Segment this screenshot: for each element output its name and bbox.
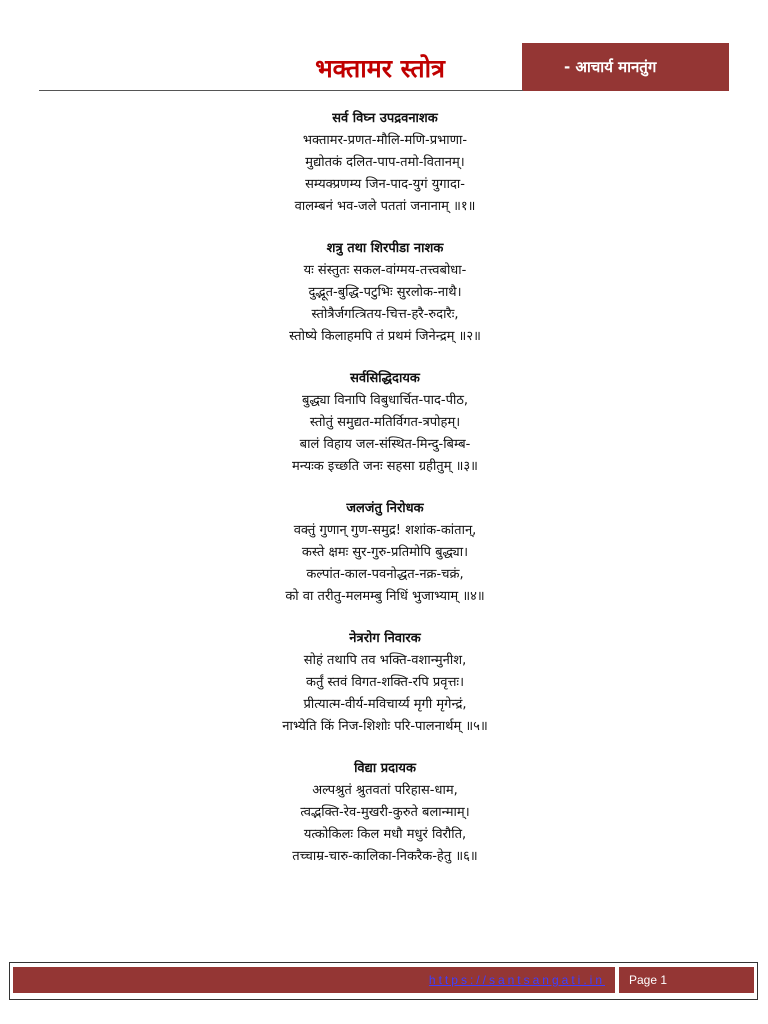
verse-line: त्वद्भक्ति-रेव-मुखरी-कुरुते बलान्माम्। [300,805,470,820]
page-title: भक्तामर स्तोत्र [315,54,445,83]
verse-line: मन्यःक इच्छति जनः सहसा ग्रहीतुम् ॥३॥ [292,459,478,474]
page-number: Page 1 [619,967,754,993]
verse-block-2 [0,238,768,348]
verse-line: प्रीत्यात्म-वीर्य-मविचार्य्य मृगी मृगेन्द्रं, [303,697,467,712]
header-divider [39,90,523,91]
verse-line: बालं विहाय जल-संस्थित-मिन्दु-बिम्ब- [299,437,471,452]
verse-line: कर्तुं स्तवं विगत-शक्ति-रपि प्रवृत्तः। [305,675,464,690]
website-link[interactable]: https://santsangati.in [428,973,605,987]
verse-line: स्तोतुं समुद्यत-मतिर्विगत-त्रपोहम्। [309,415,461,430]
verse-block-4 [0,498,768,608]
footer-link-bar [13,967,615,993]
verse-line: नाभ्येति किं निज-शिशोः परि-पालनार्थम् ॥५॥ [282,719,488,734]
verse-line: सम्यक्प्रणम्य जिन-पाद-युगं युगादा- [305,177,465,192]
verse-heading: सर्वसिद्धिदायक [350,371,420,386]
verse-list [0,108,768,888]
verse-line: अल्पश्रुतं श्रुतवतां परिहास-धाम, [312,783,458,798]
verse-line: कस्ते क्षमः सुर-गुरु-प्रतिमोपि बुद्ध्या। [301,545,469,560]
verse-line: कल्पांत-काल-पवनोद्धत-नक्र-चक्रं, [306,567,464,582]
verse-heading: जलजंतु निरोधक [346,501,424,516]
verse-heading: नेत्ररोग निवारक [349,631,421,646]
verse-heading: शत्रु तथा शिरपीडा नाशक [326,241,444,256]
verse-line: यः संस्तुतः सकल-वांग्मय-तत्त्वबोधा- [303,263,467,278]
verse-line: स्तोत्रैर्जगत्त्रितय-चित्त-हरै-रुदारैः, [311,307,459,322]
verse-line: बुद्ध्या विनापि विबुधार्चित-पाद-पीठ, [301,393,469,408]
verse-line: को वा तरीतु-मलमम्बु निधिं भुजाभ्याम् ॥४॥ [285,589,485,604]
verse-line: तच्चाम्र-चारु-कालिका-निकरैक-हेतु ॥६॥ [292,849,478,864]
verse-block-3 [0,368,768,478]
verse-line: वालम्बनं भव-जले पततां जनानाम् ॥१॥ [294,199,476,214]
verse-line: भक्तामर-प्रणत-मौलि-मणि-प्रभाणा- [302,133,468,148]
verse-block-1 [0,108,768,218]
verse-line: सोहं तथापि तव भक्ति-वशान्मुनीश, [303,653,467,668]
verse-block-5 [0,628,768,738]
author-banner: - आचार्य मानतुंग [522,43,729,91]
verse-line: मुद्योतकं दलित-पाप-तमो-वितानम्। [305,155,465,170]
verse-line: वक्तुं गुणान् गुण-समुद्र! शशांक-कांतान्, [293,523,477,538]
verse-block-6 [0,758,768,868]
verse-heading: विद्या प्रदायक [354,761,416,776]
verse-line: दुद्भूत-बुद्धि-पटुभिः सुरलोक-नाथै। [308,285,462,300]
verse-line: यत्कोकिलः किल मधौ मधुरं विरौति, [303,827,467,842]
verse-heading: सर्व विघ्न उपद्रवनाशक [332,111,438,126]
verse-line: स्तोष्ये किलाहमपि तं प्रथमं जिनेन्द्रम् ॥२॥ [289,329,481,344]
